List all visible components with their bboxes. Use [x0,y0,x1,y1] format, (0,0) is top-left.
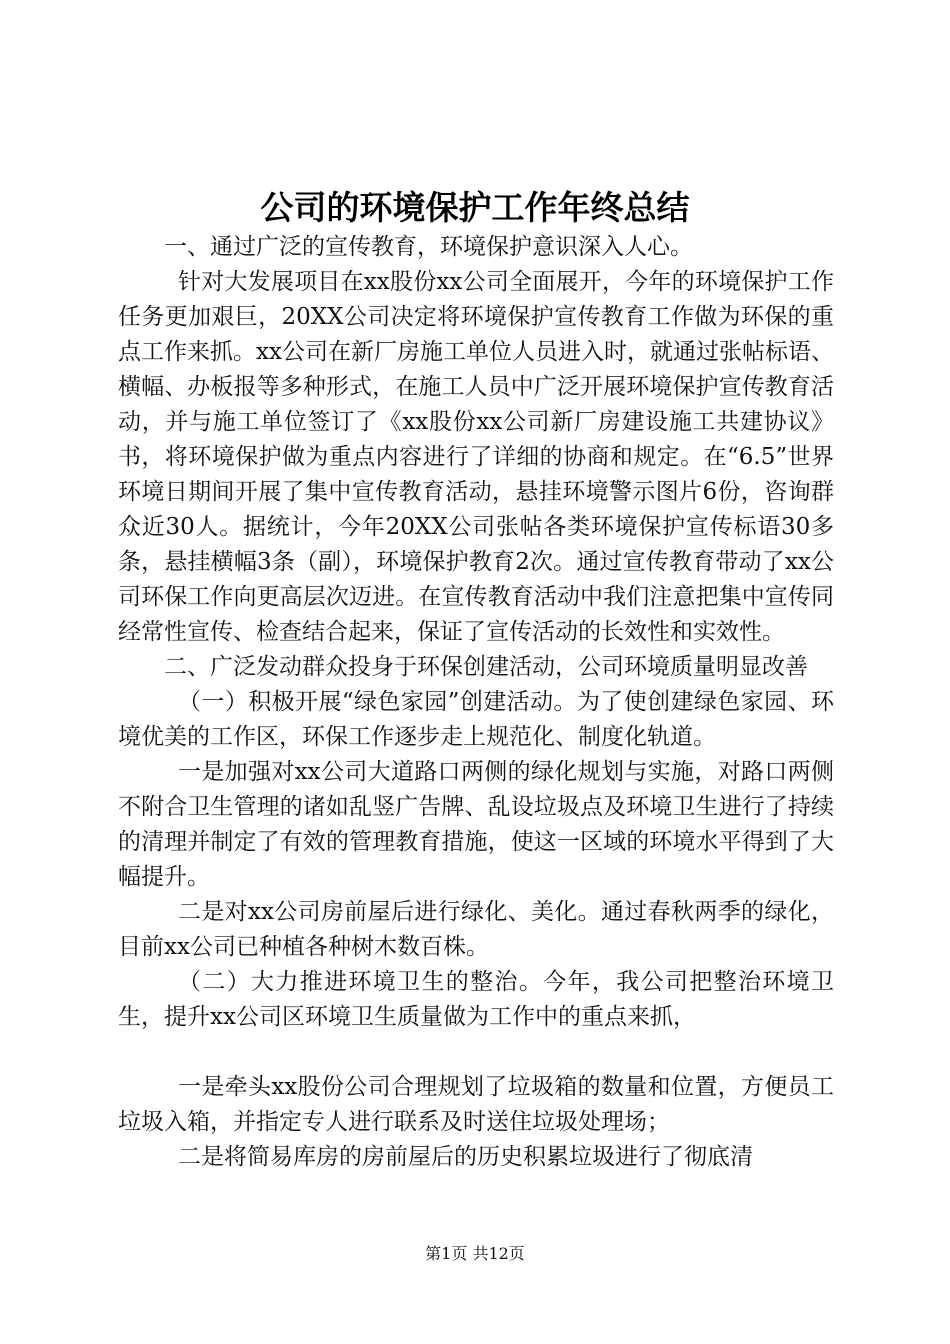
paragraph-road-greening: 一是加强对xx公司大道路口两侧的绿化规划与实施，对路口两侧不附合卫生管理的诸如乱竖广告牌、乱设垃圾点及环境卫生进行了持续的清理并制定了有效的管理教育措施，使这一区域的环境水平得到了大幅提升。 [118,759,834,890]
section-heading-2: 二、广泛发动群众投身于环保创建活动，公司环境质量明显改善 [164,654,808,680]
subsection-green-home: （一）积极开展“绿色家园”创建活动。为了使创建绿色家园、环境优美的工作区，环保工作逐步走上规范化、制度化轨道。 [118,689,834,750]
page-footer: 第1页 共12页 [425,1244,525,1263]
subsection-sanitation: （二）大力推进环境卫生的整治。今年，我公司把整治环境卫生，提升xx公司区环境卫生质量做为工作中的重点来抓， [118,969,834,1030]
paragraph-publicity: 针对大发展项目在xx股份xx公司全面展开，今年的环境保护工作任务更加艰巨，20XX公司决定将环境保护宣传教育工作做为环保的重点工作来抓。xx公司在新厂房施工单位人员进入时，就通过张帖标语、横幅、办板报等多种形式，在施工人员中广泛开展环境保护宣传教育活动，并与施工单位签订了《xx股份xx公司新厂房建设施工共建协议》书，将环境保护做为重点内容进行了详细的协商和规定。在“6.5”世界环境日期间开展了集中宣传教育活动，悬挂环境警示图片6份，咨询群众近30人。据统计，今年20XX公司张帖各类环境保护宣传标语30多条，悬挂横幅3条（副），环境保护教育2次。通过宣传教育带动了xx公司环保工作向更高层次迈进。在宣传教育活动中我们注意把集中宣传同经常性宣传、检查结合起来，保证了宣传活动的长效性和实效性。 [118,269,834,645]
document-body [118,230,834,1175]
paragraph-gap [118,1035,834,1070]
paragraph-building-greening: 二是对xx公司房前屋后进行绿化、美化。通过春秋两季的绿化，目前xx公司已种植各种树木数百株。 [118,899,834,960]
section-heading-1: 一、通过广泛的宣传教育，环境保护意识深入人心。 [164,234,693,260]
paragraph-garbage-bins: 一是牵头xx股份公司合理规划了垃圾箱的数量和位置，方便员工垃圾入箱，并指定专人进行联系及时送住垃圾处理场； [118,1074,834,1135]
document-title: 公司的环境保护工作年终总结 [260,188,690,227]
paragraph-warehouse-cleanup: 二是将简易库房的房前屋后的历史积累垃圾进行了彻底清 [178,1144,753,1170]
